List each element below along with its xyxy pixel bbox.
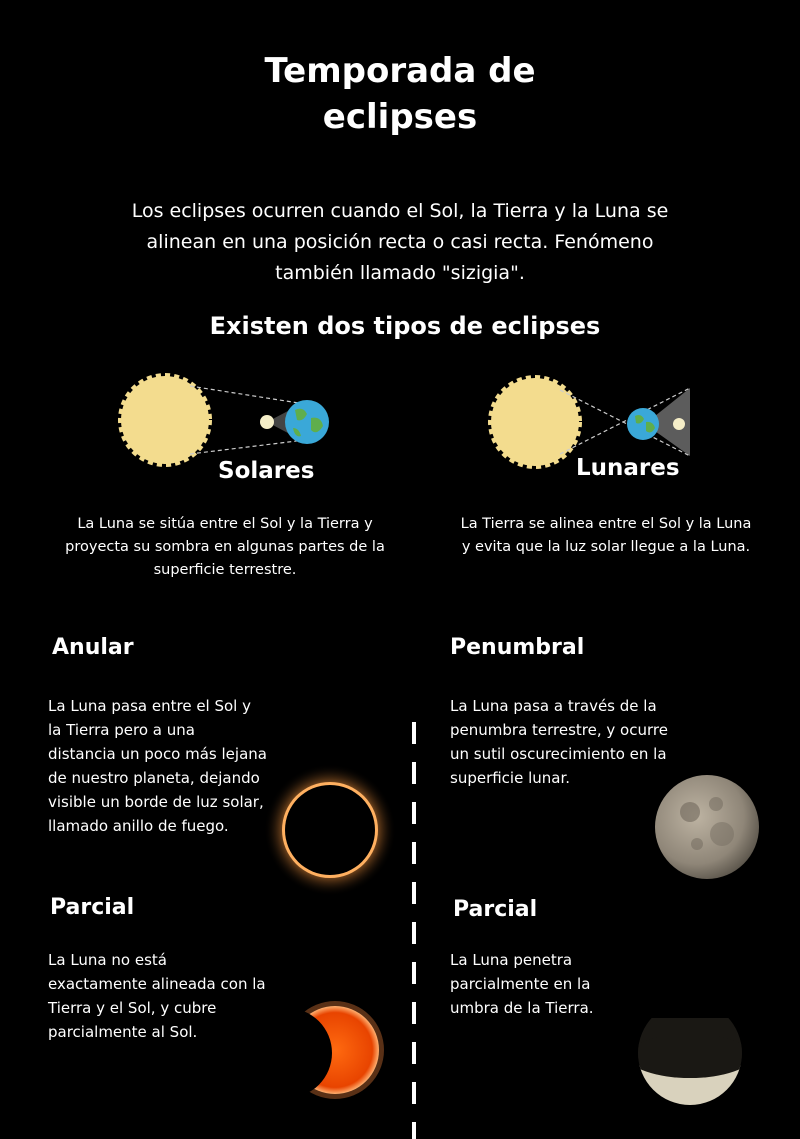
lunar-desc-line: y evita que la luz solar llegue a la Luna. — [461, 539, 751, 555]
solar-desc-line: La Luna se sitúa entre el Sol y la Tierra y — [77, 516, 373, 532]
parcial-lunar-line: La Luna penetra — [450, 951, 573, 969]
parcial-lunar-heading: Parcial — [453, 897, 538, 922]
intro-line-3: también llamado "sizigia". — [275, 262, 525, 284]
lunar-desc-line: La Tierra se alinea entre el Sol y la Luna — [460, 516, 752, 532]
penumbral-heading: Penumbral — [450, 635, 585, 660]
parcial-solar-line: Tierra y el Sol, y cubre — [48, 999, 217, 1017]
page-title — [0, 48, 800, 140]
center-divider — [412, 722, 416, 1139]
penumbral-moon-image — [652, 772, 762, 882]
parcial-lunar-line: parcialmente en la — [450, 975, 591, 993]
partial-lunar-eclipse-image — [630, 1018, 750, 1108]
solar-type-label: Solares — [218, 458, 315, 484]
penumbral-line: superficie lunar. — [450, 769, 571, 787]
solar-desc-line: superficie terrestre. — [153, 562, 297, 578]
moon-icon — [673, 418, 685, 430]
lunar-type-label: Lunares — [576, 455, 680, 481]
anular-line: La Luna pasa entre el Sol y — [48, 697, 251, 715]
sun-icon — [121, 376, 209, 464]
anular-line: visible un borde de luz solar, — [48, 793, 264, 811]
parcial-solar-line: exactamente alineada con la — [48, 975, 266, 993]
title-line-1: Temporada de — [264, 51, 536, 91]
penumbral-line: penumbra terrestre, y ocurre — [450, 721, 668, 739]
title-line-2: eclipses — [322, 97, 478, 137]
anular-line: de nuestro planeta, dejando — [48, 769, 260, 787]
anular-line: llamado anillo de fuego. — [48, 817, 229, 835]
parcial-lunar-text — [450, 948, 670, 1020]
intro-line-1: Los eclipses ocurren cuando el Sol, la Tierra y la Luna se — [131, 200, 669, 222]
anular-text — [48, 694, 288, 838]
parcial-solar-heading: Parcial — [50, 895, 135, 920]
section-subtitle: Existen dos tipos de eclipses — [209, 312, 601, 340]
intro-paragraph — [100, 196, 700, 289]
earth-icon — [285, 400, 329, 444]
parcial-lunar-line: umbra de la Tierra. — [450, 999, 594, 1017]
solar-desc-line: proyecta su sombra en algunas partes de la — [65, 539, 385, 555]
parcial-solar-text — [48, 948, 308, 1044]
sun-icon — [491, 378, 579, 466]
lunar-type-description — [420, 513, 792, 559]
earth-icon — [627, 408, 659, 440]
parcial-solar-line: La Luna no está — [48, 951, 167, 969]
solar-eclipse-diagram — [115, 370, 345, 470]
anular-heading: Anular — [52, 635, 134, 660]
solar-type-description — [30, 513, 420, 582]
parcial-solar-line: parcialmente al Sol. — [48, 1023, 198, 1041]
anular-line: la Tierra pero a una — [48, 721, 195, 739]
penumbral-line: La Luna pasa a través de la — [450, 697, 657, 715]
moon-icon — [260, 415, 274, 429]
anular-line: distancia un poco más lejana — [48, 745, 267, 763]
penumbral-line: un sutil oscurecimiento en la — [450, 745, 667, 763]
intro-line-2: alinean en una posición recta o casi recta. Fenómeno — [146, 231, 654, 253]
